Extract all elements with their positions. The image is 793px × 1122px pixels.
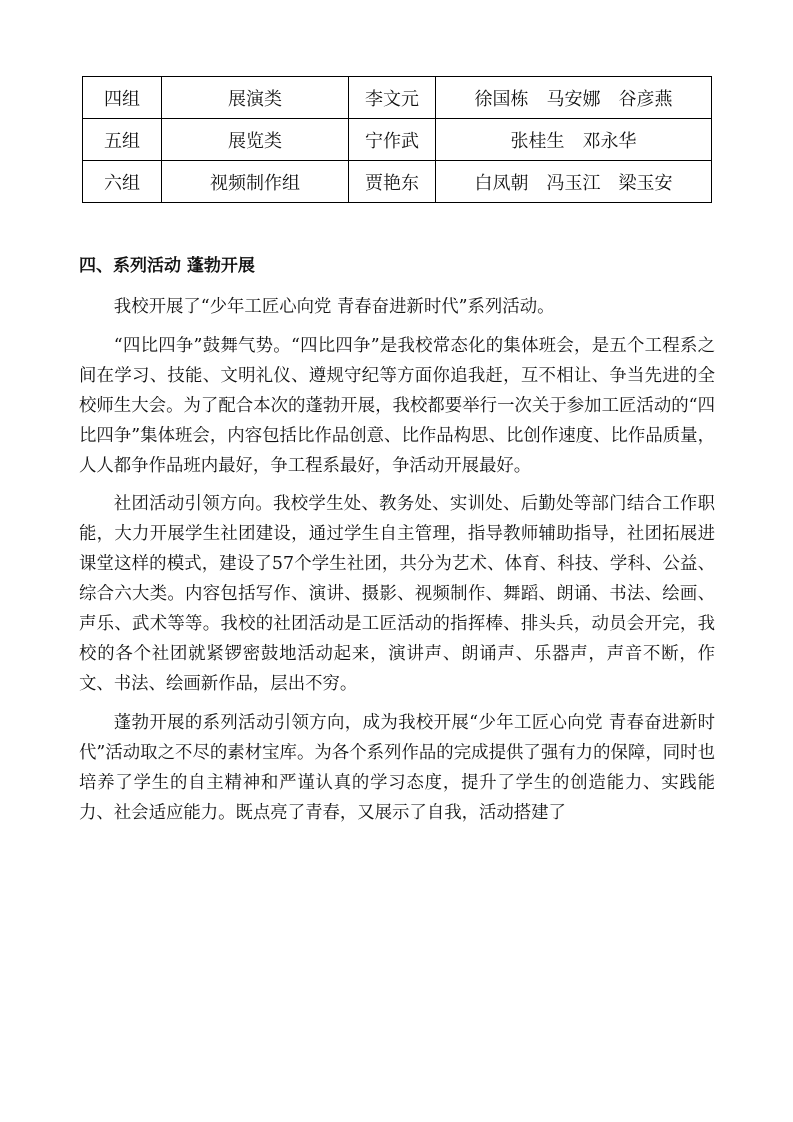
paragraph: 社团活动引领方向。我校学生处、教务处、实训处、后勤处等部门结合工作职能，大力开展学生社团建设，通过学生自主管理，指导教师辅助指导，社团拓展进课堂这样的模式，建设了57个学生社团，共分为艺术、体育、科技、学科、公益、综合六大类。内容包括写作、演讲、摄影、视频制作、舞蹈、朗诵、书法、绘画、声乐、武术等等。我校的社团活动是工匠活动的指挥棒、排头兵，动员会开完，我校的各个社团就紧锣密鼓地活动起来，演讲声、朗诵声、乐器声，声音不断，作文、书法、绘画新作品，层出不穷。 [79,494,715,694]
category-cell: 展览类 [162,119,349,161]
group-name-cell: 四组 [83,77,162,119]
category-cell: 视频制作组 [162,161,349,203]
group-table [82,76,712,203]
paragraph: 蓬勃开展的系列活动引领方向，成为我校开展“少年工匠心向党 青春奋进新时代”活动取之不尽的素材宝库。为各个系列作品的完成提供了强有力的保障，同时也培养了学生的自主精神和严谨认真的学习态度，提升了学生的创造能力、实践能力、社会适应能力。既点亮了青春，又展示了自我，活动搭建了 [79,712,715,823]
paragraph: 我校开展了“少年工匠心向党 青春奋进新时代”系列活动。 [113,297,555,317]
members-cell: 徐国栋 马安娜 谷彦燕 [436,77,712,119]
members-cell: 白凤朝 冯玉江 梁玉安 [436,161,712,203]
table-row [83,119,712,161]
category-cell: 展演类 [162,77,349,119]
table-row [83,161,712,203]
section-heading: 四、系列活动 蓬勃开展 [79,256,255,276]
table-row [83,77,712,119]
members-cell: 张桂生 邓永华 [436,119,712,161]
leader-cell: 贾艳东 [349,161,436,203]
leader-cell: 宁作武 [349,119,436,161]
leader-cell: 李文元 [349,77,436,119]
group-name-cell: 五组 [83,119,162,161]
group-name-cell: 六组 [83,161,162,203]
section-body [79,292,715,836]
paragraph: “四比四争”鼓舞气势。“四比四争”是我校常态化的集体班会，是五个工程系之间在学习、技能、文明礼仪、遵规守纪等方面你追我赶，互不相让、争当先进的全校师生大会。为了配合本次的蓬勃开展，我校都要举行一次关于参加工匠活动的“四比四争”集体班会，内容包括比作品创意、比作品构思、比创作速度、比作品质量，人人都争作品班内最好，争工程系最好，争活动开展最好。 [79,335,715,476]
